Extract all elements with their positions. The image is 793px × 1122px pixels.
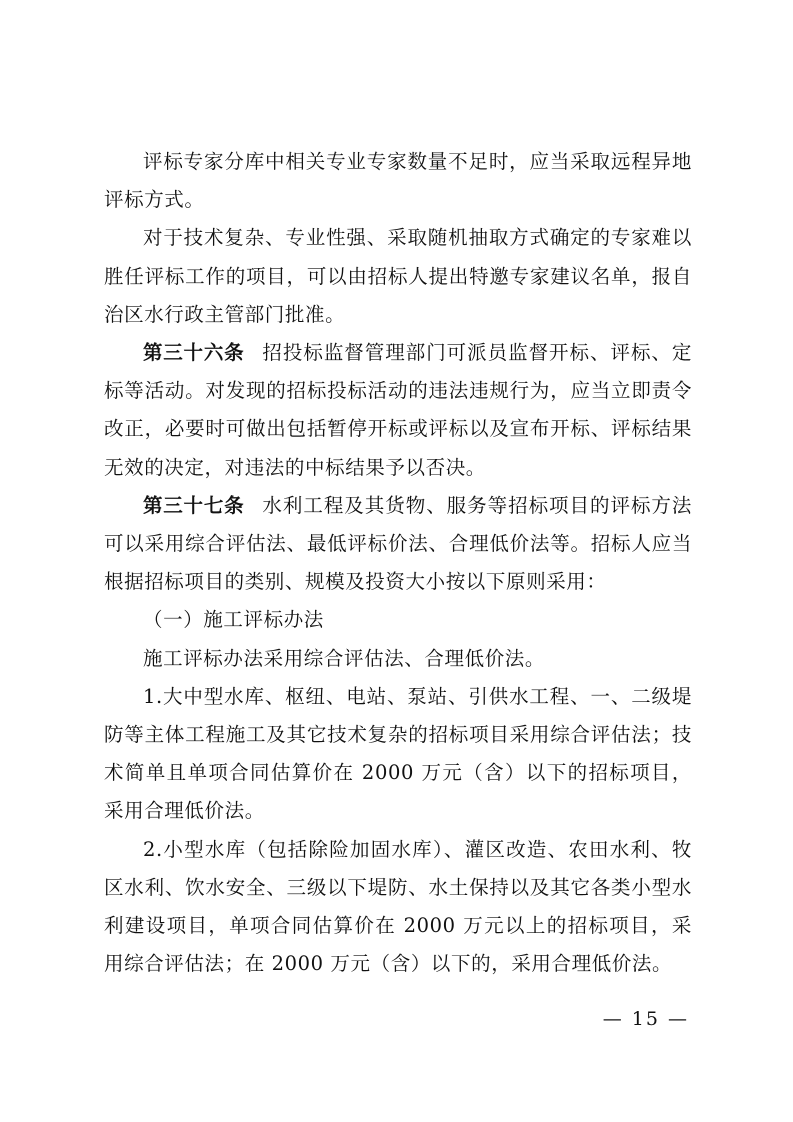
paragraph-text: 招投标监督管理部门可派员监督开标、评标、定标等活动。对发现的招标投标活动的违法违规行为，应当立即责令改正，必要时可做出包括暂停开标或评标以及宣布开标、评标结果无效的决定，对违法的中标结果予以否决。 (104, 341, 692, 479)
article-heading: 第三十七条 (143, 493, 245, 517)
body-text (104, 143, 692, 983)
paragraph-text: 水利工程及其货物、服务等招标项目的评标方法可以采用综合评估法、最低评标价法、合理低价法等。招标人应当根据招标项目的类别、规模及投资大小按以下原则采用： (104, 493, 692, 594)
paragraph (104, 143, 692, 219)
article-heading: 第三十六条 (143, 341, 245, 365)
paragraph (104, 334, 692, 487)
paragraph (104, 831, 692, 984)
paragraph-text: 2.小型水库（包括除险加固水库）、灌区改造、农田水利、牧区水利、饮水安全、三级以下堤防、水土保持以及其它各类小型水利建设项目，单项合同估算价在 2000 万元以上的招标项目，采用综合评估法；在 2000 万元（含）以下的，采用合理低价法。 (104, 837, 692, 976)
paragraph (104, 487, 692, 602)
page-number: — 15 — (602, 1008, 689, 1030)
paragraph (104, 678, 692, 831)
paragraph-text: 对于技术复杂、专业性强、采取随机抽取方式确定的专家难以胜任评标工作的项目，可以由招标人提出特邀专家建议名单，报自治区水行政主管部门批准。 (104, 226, 692, 326)
paragraph-text: 1.大中型水库、枢纽、电站、泵站、引供水工程、一、二级堤防等主体工程施工及其它技术复杂的招标项目采用综合评估法；技术简单且单项合同估算价在 2000 万元（含）以下的招标项目，采用合理低价法。 (104, 684, 692, 823)
paragraph (104, 219, 692, 334)
paragraph-text: 评标专家分库中相关专业专家数量不足时，应当采取远程异地评标方式。 (104, 150, 692, 212)
paragraph (104, 601, 692, 639)
paragraph (104, 640, 692, 678)
paragraph-text: （一）施工评标办法 (143, 608, 324, 632)
paragraph-text: 施工评标办法采用综合评估法、合理低价法。 (143, 646, 546, 670)
